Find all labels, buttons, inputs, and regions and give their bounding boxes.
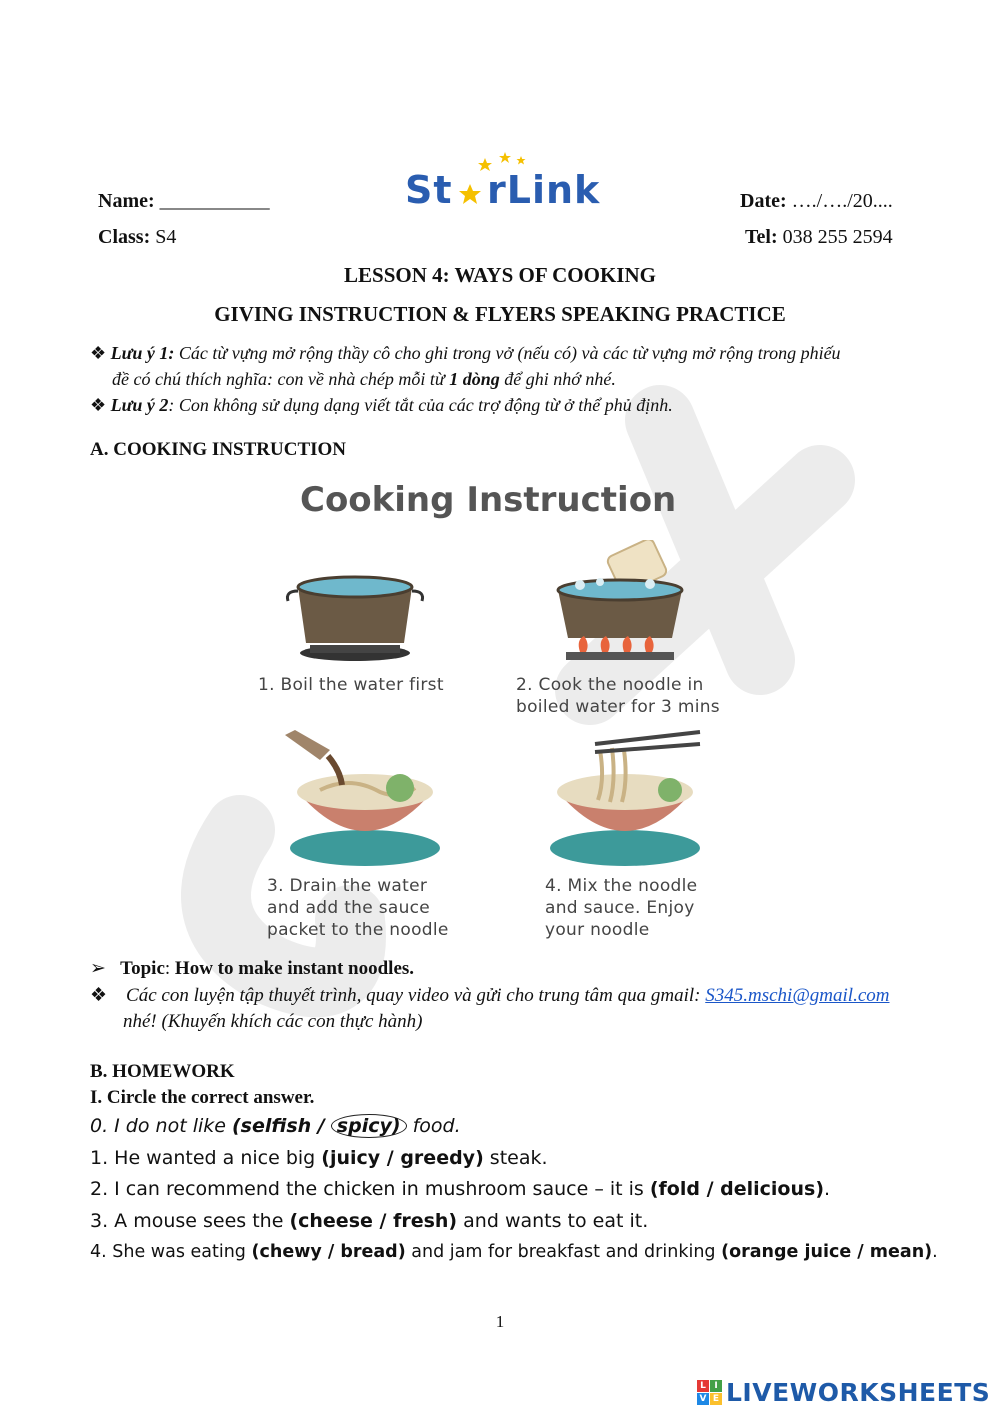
topic-text: How to make instant noodles.: [174, 958, 415, 979]
note-2: [90, 392, 920, 418]
step-2-caption: [516, 674, 720, 718]
date-label: Date:: [740, 190, 787, 212]
starlink-logo: [405, 150, 605, 212]
boiling-pot-icon: [280, 565, 430, 665]
step-4-line-2: and sauce. Enjoy: [545, 898, 695, 918]
name-field: [98, 190, 270, 213]
q1-pre: 1. He wanted a nice big: [90, 1147, 316, 1169]
tel-field: [745, 226, 893, 249]
arrow-bullet-icon: ➢: [90, 958, 106, 979]
q3-options[interactable]: (cheese / fresh): [289, 1210, 458, 1232]
logo-text-right: rLink: [487, 168, 601, 212]
liveworksheets-brand: [697, 1378, 990, 1408]
date-field: [740, 190, 893, 213]
step-3-caption: [267, 875, 449, 941]
date-value[interactable]: …./…./20....: [791, 190, 893, 212]
example-option: (selfish /: [232, 1115, 325, 1137]
q2-pre: 2. I can recommend the chicken in mushroom sauce – it is: [90, 1178, 644, 1200]
note-1-text-c: để ghi nhớ nhé.: [504, 369, 616, 389]
note-2-text: : Con không sử dụng dạng viết tắt của các trợ động từ ở thể phủ định.: [168, 395, 673, 415]
step-1-caption: [258, 674, 444, 696]
example-circled-answer: spicy): [331, 1114, 407, 1138]
step-4-line-1: 4. Mix the noodle: [545, 876, 698, 896]
example-post: food.: [412, 1115, 461, 1137]
note-2-label: Lưu ý 2: [110, 395, 169, 415]
diamond-bullet-icon: ❖: [90, 395, 107, 415]
question-1: [90, 1147, 548, 1169]
tel-label: Tel:: [745, 226, 778, 248]
q2-post: .: [824, 1178, 831, 1200]
section-a-heading: A. COOKING INSTRUCTION: [90, 439, 347, 460]
note-1-bold: 1 dòng: [449, 369, 500, 389]
cooking-image-title: Cooking Instruction: [300, 480, 677, 520]
section-b-heading: B. HOMEWORK: [90, 1061, 235, 1082]
logo-text-left: St: [405, 168, 453, 212]
step-2-line-2: boiled water for 3 mins: [516, 697, 720, 717]
q1-options[interactable]: (juicy / greedy): [321, 1147, 484, 1169]
page-number: 1: [495, 1312, 505, 1331]
practice-text-2: nhé! (Khuyến khích các con thực hành): [123, 1011, 423, 1032]
noodle-bowl-chopsticks-icon: [540, 730, 710, 870]
practice-text: Các con luyện tập thuyết trình, quay video và gửi cho trung tâm qua gmail:: [126, 985, 701, 1006]
note-1-text-a: Các từ vựng mở rộng thầy cô cho ghi trong vở (nếu có) và các từ vựng mở rộng trong phiếu: [178, 343, 841, 363]
email-link[interactable]: S345.mschi@gmail.com: [705, 985, 890, 1006]
lesson-subtitle: GIVING INSTRUCTION & FLYERS SPEAKING PRACTICE: [214, 302, 786, 326]
q3-post: and wants to eat it.: [463, 1210, 649, 1232]
step-4-caption: [545, 875, 697, 941]
q4-post: and jam for breakfast and drinking: [411, 1242, 716, 1262]
tel-value: 038 255 2594: [782, 226, 893, 248]
q4-options-2[interactable]: (orange juice / mean): [721, 1242, 933, 1262]
step-3-line-1: 3. Drain the water: [267, 876, 428, 896]
noodle-bowl-sauce-icon: [280, 730, 450, 870]
liveworksheets-text[interactable]: LIVEWORKSHEETS: [726, 1378, 991, 1407]
q1-post: steak.: [489, 1147, 548, 1169]
question-3: [90, 1210, 648, 1232]
q3-pre: 3. A mouse sees the: [90, 1210, 284, 1232]
part-1-heading: I. Circle the correct answer.: [90, 1087, 315, 1108]
example-item: [90, 1115, 461, 1137]
step-2-line-1: 2. Cook the noodle in: [516, 675, 704, 695]
class-value: S4: [155, 226, 177, 248]
name-blank[interactable]: ___________: [159, 190, 270, 212]
question-4: [90, 1242, 938, 1262]
diamond-bullet-icon: ❖: [90, 343, 107, 363]
lesson-title: LESSON 4: WAYS OF COOKING: [344, 263, 656, 287]
note-1-label: Lưu ý 1:: [110, 343, 175, 363]
q2-options[interactable]: (fold / delicious): [649, 1178, 825, 1200]
step-4-line-3: your noodle: [545, 920, 650, 940]
note-1-text-b: đề có chú thích nghĩa: con về nhà chép mỗi từ: [112, 369, 445, 389]
watermark-star-icon: [120, 360, 880, 1060]
cooking-noodle-pot-icon: [540, 540, 700, 665]
q4-pre: 4. She was eating: [90, 1242, 246, 1262]
step-3-line-3: packet to the noodle: [267, 920, 449, 940]
q4-options[interactable]: (chewy / bread): [251, 1242, 406, 1262]
step-3-line-2: and add the sauce: [267, 898, 431, 918]
topic-line: ➢ Topic: How to make instant noodles.: [90, 958, 415, 979]
liveworksheets-logo-icon: L I V E: [697, 1380, 722, 1405]
diamond-bullet-icon: ❖: [90, 985, 108, 1006]
example-pre: 0. I do not like: [90, 1115, 226, 1137]
note-1: [90, 340, 920, 392]
question-2: [90, 1178, 830, 1200]
step-1-line-1: 1. Boil the water first: [258, 675, 444, 695]
q4-post-2: .: [932, 1242, 938, 1262]
class-field: [98, 226, 176, 249]
topic-label: Topic: [120, 958, 165, 979]
class-label: Class:: [98, 226, 151, 248]
practice-note: [90, 983, 930, 1035]
name-label: Name:: [98, 190, 155, 212]
